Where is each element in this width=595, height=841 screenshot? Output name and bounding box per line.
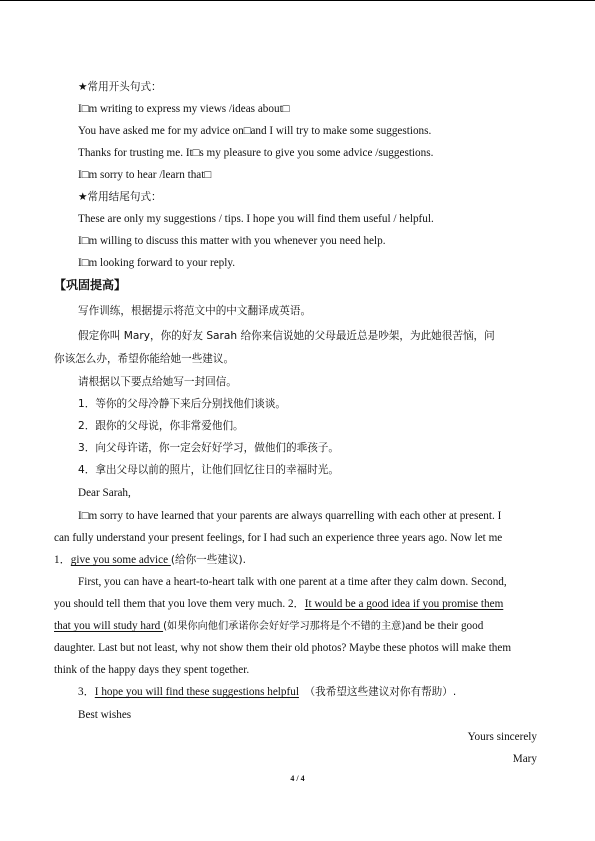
chinese-hint: （我希望这些建议对你有帮助）. (304, 686, 457, 698)
prompt-text: 你该怎么办，希望你能给她一些建议。 (54, 353, 235, 365)
letter-closing: Yours sincerely (467, 731, 537, 743)
closing-heading: ★常用结尾句式： (78, 191, 162, 203)
letter-line (54, 619, 483, 634)
answer-3: I hope you will find these suggestions helpful (94, 686, 299, 698)
point-item: 3．向父母许诺，你一定会好好学习，做他们的乖孩子。 (78, 442, 339, 454)
letter-text: you should tell them that you love them very much. 2． (54, 598, 305, 610)
closing-line: These are only my suggestions / tips. I hope you will find them useful / helpful. (78, 213, 434, 225)
letter-line (54, 553, 246, 567)
letter-greeting: Dear Sarah, (78, 487, 131, 499)
opening-line: I□m writing to express my views /ideas about□ (78, 103, 290, 115)
point-item: 2．跟你的父母说，你非常爱他们。 (78, 420, 244, 432)
blank-number: 1． (54, 554, 71, 566)
closing-line: I□m looking forward to your reply. (78, 257, 236, 269)
opening-heading: ★常用开头句式： (78, 81, 162, 93)
chinese-hint: (如果你向他们承诺你会好好学习那将是个不错的主意) (163, 621, 406, 632)
point-item: 4．拿出父母以前的照片，让他们回忆往日的幸福时光。 (78, 464, 339, 476)
opening-line: You have asked me for my advice on□and I will try to make some suggestions. (78, 125, 432, 137)
letter-signoff: Best wishes (78, 709, 132, 721)
section-title: 【巩固提高】 (54, 278, 127, 292)
letter-signature: Mary (512, 753, 537, 765)
letter-line: think of the happy days they spent together. (54, 664, 250, 676)
letter-line: can fully understand your present feelings, for I had such an experience three years ago. Now let me (54, 532, 503, 544)
instruction: 写作训练，根据提示将范文中的中文翻译成英语。 (78, 305, 312, 317)
letter-line: First, you can have a heart-to-heart talk with one parent at a time after they calm down. Second, (78, 576, 507, 588)
opening-line: I□m sorry to hear /learn that□ (78, 169, 212, 181)
opening-line: Thanks for trusting me. It□s my pleasure to give you some advice /suggestions. (78, 147, 434, 159)
letter-line (78, 685, 456, 699)
chinese-hint: (给你一些建议). (170, 554, 247, 566)
blank-number: 3． (78, 686, 95, 698)
answer-2-cont: that you will study hard (54, 620, 164, 632)
letter-line: I□m sorry to have learned that your parents are always quarrelling with each other at present. I (78, 510, 502, 522)
page-number: 4 / 4 (290, 774, 305, 783)
prompt-text: 假定你叫 Mary，你的好友 Sarah 给你来信说她的父母最近总是吵架，为此她很苦恼，问 (78, 330, 495, 342)
letter-line (54, 597, 503, 611)
point-item: 1．等你的父母冷静下来后分别找他们谈谈。 (78, 398, 287, 410)
top-rule (0, 0, 595, 1)
answer-1: give you some advice (70, 554, 171, 566)
answer-2: It would be a good idea if you promise them (304, 598, 504, 610)
closing-line: I□m willing to discuss this matter with you whenever you need help. (78, 235, 386, 247)
letter-line: daughter. Last but not least, why not show them their old photos? Maybe these photos will make them (54, 642, 512, 654)
request-text: 请根据以下要点给她写一封回信。 (78, 376, 237, 388)
letter-text: and be their good (405, 620, 484, 632)
